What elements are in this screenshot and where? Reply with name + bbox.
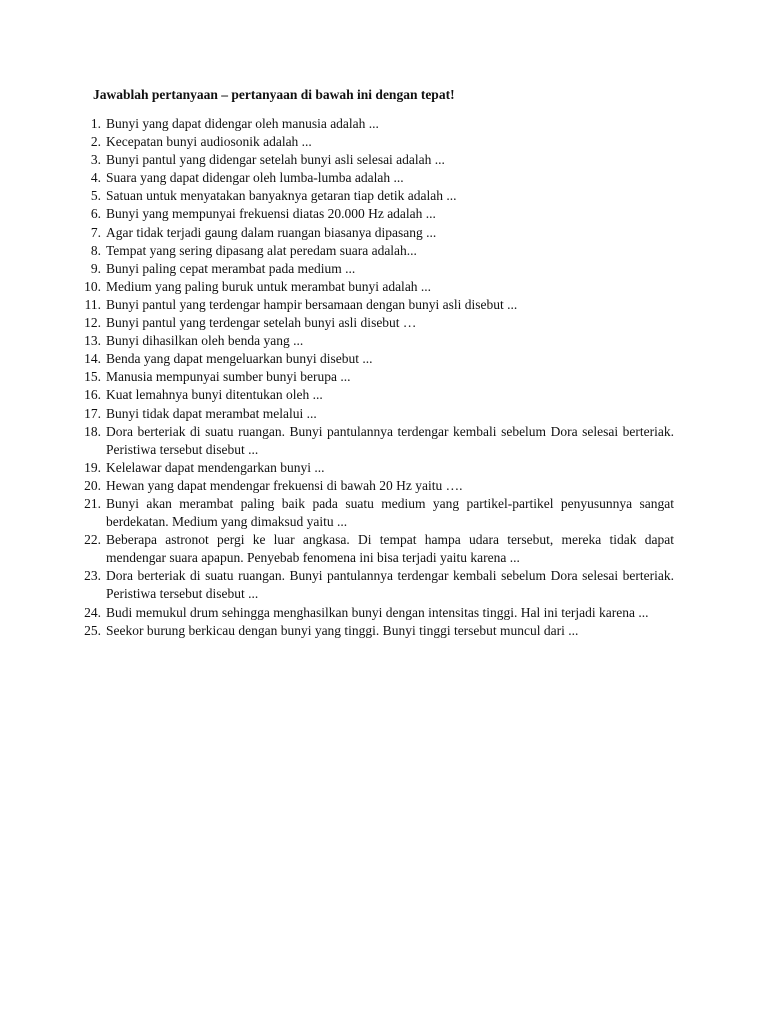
question-item — [74, 386, 674, 404]
question-text: Bunyi tidak dapat merambat melalui ... — [106, 405, 317, 421]
question-item — [74, 405, 674, 423]
question-number: 14. — [84, 351, 101, 367]
question-text: Budi memukul drum sehingga menghasilkan bunyi dengan intensitas tinggi. Hal ini terjadi karena ... — [106, 604, 649, 620]
question-text: Satuan untuk menyatakan banyaknya getaran tiap detik adalah ... — [106, 188, 457, 204]
question-number: 16. — [84, 387, 101, 403]
question-text: Kuat lemahnya bunyi ditentukan oleh ... — [106, 387, 323, 403]
question-number: 12. — [84, 315, 101, 331]
question-item — [74, 531, 674, 567]
question-text: Bunyi akan merambat paling baik pada suatu medium yang partikel-partikel penyusunnya sangat berdekatan. Medium yang dimaksud yaitu ... — [106, 495, 674, 530]
question-item — [74, 368, 674, 386]
question-text: Benda yang dapat mengeluarkan bunyi disebut ... — [106, 351, 373, 367]
question-text: Seekor burung berkicau dengan bunyi yang tinggi. Bunyi tinggi tersebut muncul dari ... — [106, 622, 579, 638]
question-text: Bunyi pantul yang didengar setelah bunyi asli selesai adalah ... — [106, 152, 445, 168]
question-text: Suara yang dapat didengar oleh lumba-lumba adalah ... — [106, 170, 404, 186]
question-number: 8. — [90, 242, 101, 258]
question-item — [74, 205, 674, 223]
document-heading: Jawablah pertanyaan – pertanyaan di bawah ini dengan tepat! — [93, 87, 455, 102]
question-item — [74, 278, 674, 296]
question-number: 15. — [84, 369, 101, 385]
question-text: Kelelawar dapat mendengarkan bunyi ... — [106, 459, 325, 475]
question-text: Dora berteriak di suatu ruangan. Bunyi pantulannya terdengar kembali sebelum Dora selesai berteriak. Peristiwa tersebut disebut ... — [106, 568, 674, 602]
question-item — [74, 604, 674, 622]
question-number: 4. — [90, 170, 101, 186]
question-number: 19. — [84, 459, 101, 475]
question-number: 10. — [84, 278, 101, 294]
question-item — [74, 495, 674, 531]
question-number: 2. — [90, 134, 101, 150]
question-number: 7. — [90, 224, 101, 240]
question-text: Manusia mempunyai sumber bunyi berupa ... — [106, 369, 351, 385]
question-text: Bunyi pantul yang terdengar hampir bersamaan dengan bunyi asli disebut ... — [106, 296, 518, 312]
question-item — [74, 224, 674, 242]
question-text: Agar tidak terjadi gaung dalam ruangan biasanya dipasang ... — [106, 224, 437, 240]
question-text: Bunyi yang mempunyai frekuensi diatas 20.000 Hz adalah ... — [106, 206, 436, 222]
question-item — [74, 423, 674, 459]
question-item — [74, 296, 674, 314]
question-number: 13. — [84, 333, 101, 349]
question-item — [74, 350, 674, 368]
question-item — [74, 169, 674, 187]
question-item — [74, 242, 674, 260]
question-text: Medium yang paling buruk untuk merambat bunyi adalah ... — [106, 278, 432, 294]
question-text: Bunyi yang dapat didengar oleh manusia adalah ... — [106, 116, 379, 131]
question-number: 22. — [84, 532, 101, 548]
question-number: 24. — [84, 604, 101, 620]
question-text: Bunyi paling cepat merambat pada medium ... — [106, 260, 356, 276]
question-item — [74, 187, 674, 205]
question-text: Hewan yang dapat mendengar frekuensi di bawah 20 Hz yaitu …. — [106, 477, 463, 493]
question-item — [74, 133, 674, 151]
question-list — [74, 115, 674, 640]
question-item — [74, 477, 674, 495]
question-number: 9. — [90, 260, 101, 276]
question-item — [74, 151, 674, 169]
question-item — [74, 332, 674, 350]
question-number: 21. — [84, 495, 101, 511]
question-number: 11. — [84, 296, 101, 312]
question-number: 6. — [90, 206, 101, 222]
question-text: Tempat yang sering dipasang alat peredam suara adalah... — [106, 242, 417, 258]
question-item — [74, 567, 674, 603]
question-text: Bunyi pantul yang terdengar setelah bunyi asli disebut … — [106, 315, 417, 331]
question-text: Kecepatan bunyi audiosonik adalah ... — [106, 134, 312, 150]
question-number: 17. — [84, 405, 101, 421]
question-text: Dora berteriak di suatu ruangan. Bunyi pantulannya terdengar kembali sebelum Dora selesai berteriak. Peristiwa tersebut disebut ... — [106, 423, 674, 457]
question-number: 20. — [84, 477, 101, 493]
question-number: 5. — [90, 188, 101, 204]
question-number: 25. — [84, 622, 101, 638]
question-number: 3. — [90, 152, 101, 168]
question-item — [74, 459, 674, 477]
question-item — [74, 314, 674, 332]
question-item — [74, 622, 674, 640]
question-text: Beberapa astronot pergi ke luar angkasa. Di tempat hampa udara tersebut, mereka tidak dapat mendengar suara apapun. Penyebab fenomena ini bisa terjadi yaitu karena ... — [106, 532, 674, 566]
question-item — [74, 260, 674, 278]
question-number: 23. — [84, 568, 101, 584]
question-item — [74, 115, 674, 133]
question-number: 1. — [90, 116, 101, 131]
question-number: 18. — [84, 423, 101, 439]
question-text: Bunyi dihasilkan oleh benda yang ... — [106, 333, 304, 349]
